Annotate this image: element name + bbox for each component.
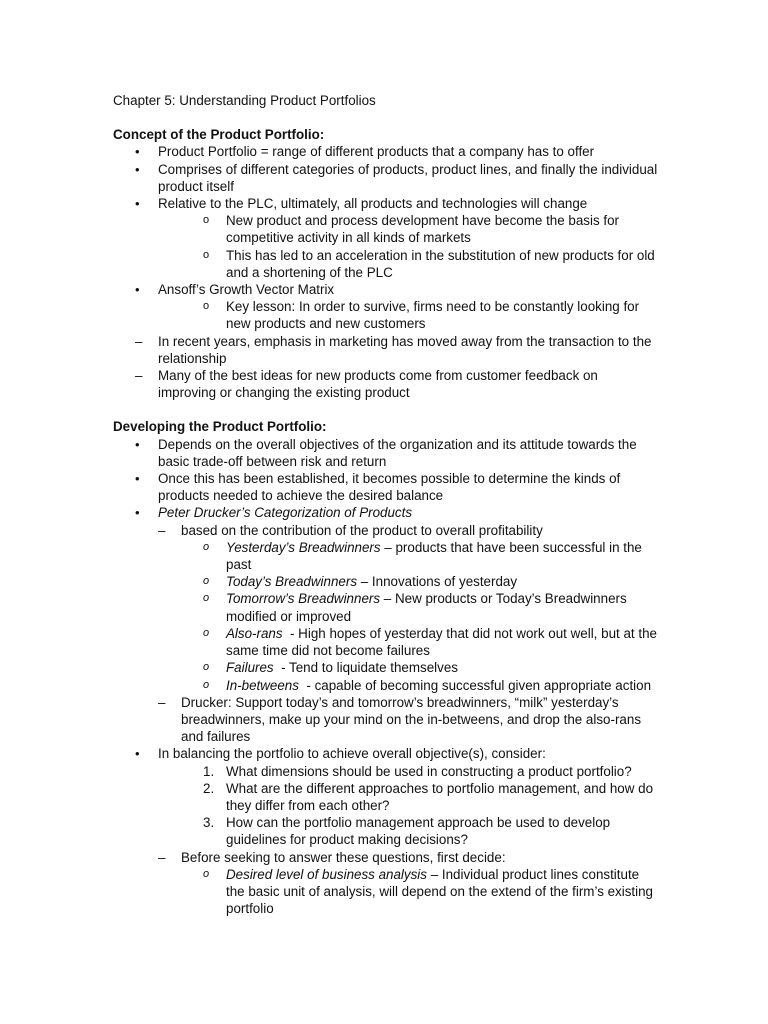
list-item-text: Once this has been established, it becomes possible to determine the kinds of products needed to achieve the desired balance [158,471,621,504]
list-item-text: – Innovations of yesterday [357,574,518,590]
section-heading-concept: Concept of the Product Portfolio: [113,127,325,143]
list-item-text: In balancing the portfolio to achieve overall objective(s), consider: [158,746,546,762]
list-item-text: Many of the best ideas for new products come from customer feedback on improving or changing the existing product [158,368,598,401]
bullet-marker: • [135,471,140,487]
dash-marker: – [135,333,143,349]
list-item [113,212,658,246]
dash-marker: – [158,522,166,538]
list-item [113,763,658,780]
term-text: In-betweens [226,677,299,693]
list-item [113,573,658,590]
document-content [113,92,661,917]
list-item [113,504,658,521]
list-item-text: Product Portfolio = range of different products that a company has to offer [158,144,595,160]
list-item [113,367,658,401]
list-item-text: Drucker: Support today’s and tomorrow’s breadwinners, “milk” yesterday’s breadwinners, make up your mind on the in-betweens, and drop the also-rans and failures [181,694,642,745]
list-item [113,625,661,659]
term-text: Also-rans [226,625,283,641]
list-item-text: Depends on the overall objectives of the organization and its attitude towards the basic trade-off between risk and return [158,436,637,469]
list-item [113,436,658,470]
bullet-marker: • [135,282,140,298]
list-item-text: Before seeking to answer these questions, first decide: [181,849,506,865]
chapter-title: Chapter 5: Understanding Product Portfolios [113,93,376,108]
list-item-text: – products that have been successful in the past [226,539,642,573]
list-item [113,745,658,762]
circle-marker: o [203,661,210,674]
list-item-text: - High hopes of yesterday that did not work out well, but at the same time did not become failures [226,625,661,659]
circle-marker: o [203,575,210,588]
list-item [113,866,658,918]
list-item-text: What dimensions should be used in constructing a product portfolio? [226,763,632,779]
dash-marker: – [158,849,166,865]
number-marker: 3. [203,815,215,831]
number-marker: 1. [203,763,215,779]
circle-marker: o [203,300,210,313]
list-item [113,590,658,624]
circle-marker: o [203,867,210,880]
term-text: Failures [226,660,274,676]
list-item [113,195,658,212]
dash-marker: – [135,368,143,384]
term-text: Tomorrow’s Breadwinners [226,591,381,607]
list-item [113,780,658,814]
list-item-text: New product and process development have become the basis for competitive activity in all kinds of markets [226,213,620,246]
list-item-text: – New products or Today’s Breadwinners modified or improved [226,591,627,624]
list-item-text: - Tend to liquidate themselves [273,660,458,676]
list-item-text: What are the different approaches to portfolio management, and how do they differ from each other? [226,780,654,813]
term-text: Yesterday’s Breadwinners [226,539,381,555]
list-item-text: Peter Drucker’s Categorization of Products [158,505,413,521]
number-marker: 2. [203,780,215,796]
term-text: Desired level of business analysis [226,866,427,882]
list-item [113,677,658,694]
list-item [113,539,658,573]
list-item-text: Relative to the PLC, ultimately, all products and technologies will change [158,196,588,212]
bullet-marker: • [135,161,140,177]
list-item [113,814,658,848]
list-item [113,659,658,676]
list-item-text: based on the contribution of the product to overall profitability [181,522,543,538]
list-item-text: This has led to an acceleration in the substitution of new products for old and a shortening of the PLC [226,247,655,280]
list-item-text: – Individual product lines constitute the basic unit of analysis, will depend on the extend of the firm’s existing portfolio [226,866,654,917]
list-item-text: Key lesson: In order to survive, firms need to be constantly looking for new products and new customers [226,299,640,332]
list-item [113,281,658,298]
list-item [113,694,658,746]
circle-marker: o [203,214,210,227]
list-item-text: How can the portfolio management approach be used to develop guidelines for product making decisions? [226,815,611,848]
list-item [113,143,658,160]
list-item-text: In recent years, emphasis in marketing has moved away from the transaction to the relationship [158,333,652,366]
circle-marker: o [203,592,210,605]
list-item [113,298,658,332]
bullet-marker: • [135,144,140,160]
circle-marker: o [203,248,210,261]
list-item [113,333,658,367]
bullet-marker: • [135,746,140,762]
circle-marker: o [203,678,210,691]
list-item [113,470,658,504]
list-item [113,849,658,866]
list-item-text: - capable of becoming successful given appropriate action [298,677,652,693]
list-item [113,161,658,195]
bullet-marker: • [135,196,140,212]
dash-marker: – [158,694,166,710]
term-text: Today’s Breadwinners [226,574,358,590]
list-item-text: Ansoff’s Growth Vector Matrix [158,282,335,298]
circle-marker: o [203,626,210,639]
list-item-text: Comprises of different categories of products, product lines, and finally the individual product itself [158,161,658,194]
circle-marker: o [203,540,210,553]
section-heading-developing: Developing the Product Portfolio: [113,419,327,435]
list-item [113,247,658,281]
list-item [113,522,658,539]
bullet-marker: • [135,505,140,521]
bullet-marker: • [135,436,140,452]
